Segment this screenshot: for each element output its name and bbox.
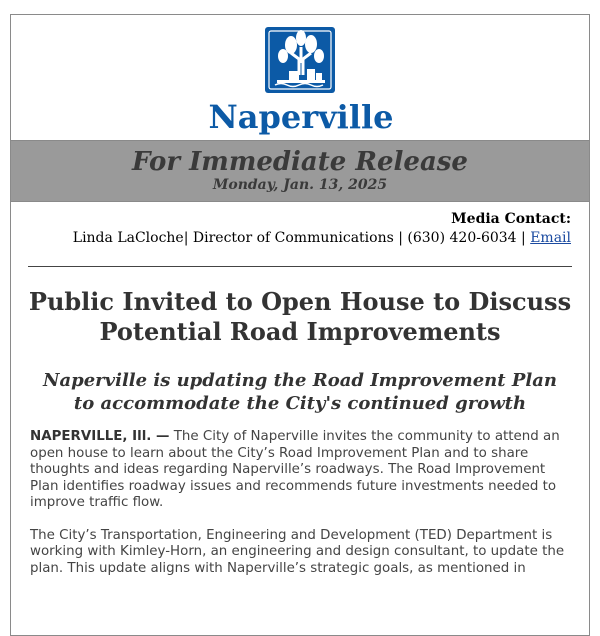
paragraph-1: [30, 429, 571, 512]
tree-skyline-icon: [265, 27, 335, 93]
headline: Public Invited to Open House to Discuss Potential Road Improvements: [28, 287, 572, 346]
press-release: [10, 14, 590, 636]
release-banner: [11, 141, 589, 202]
media-contact-details: [11, 229, 571, 248]
paragraph-2: The City’s Transportation, Engineering and Development (TED) Department is working with Kimley-Horn, an engineering and design consultant, to update the plan. This update aligns with Naperville’s strategic goals, as mentioned in: [30, 527, 565, 576]
dateline: NAPERVILLE, Ill. —: [30, 429, 170, 444]
release-date: Monday, Jan. 13, 2025: [212, 177, 388, 193]
divider: [28, 266, 572, 267]
logo-wordmark: Naperville: [208, 98, 394, 136]
paragraph-1-text: The City of Naperville invites the community to attend an open house to learn about the City’s Road Improvement Plan and to share thoughts and ideas regarding Naperville’s roadways. The Road Improvement Plan identifies roadway issues and recommends future investments needed to improve traffic flow.: [30, 429, 560, 510]
release-title: For Immediate Release: [132, 147, 468, 177]
naperville-logo: [208, 25, 394, 136]
email-link[interactable]: Email: [530, 230, 571, 246]
media-contact: [11, 202, 589, 248]
subheadline: Naperville is updating the Road Improvement Plan to accommodate the City's continued growth: [43, 370, 557, 414]
header-logo-area: [11, 15, 589, 141]
media-contact-label: Media Contact:: [451, 211, 571, 227]
media-contact-line: Linda LaCloche| Director of Communications | (630) 420-6034 |: [72, 230, 531, 246]
article-body: [30, 429, 571, 577]
